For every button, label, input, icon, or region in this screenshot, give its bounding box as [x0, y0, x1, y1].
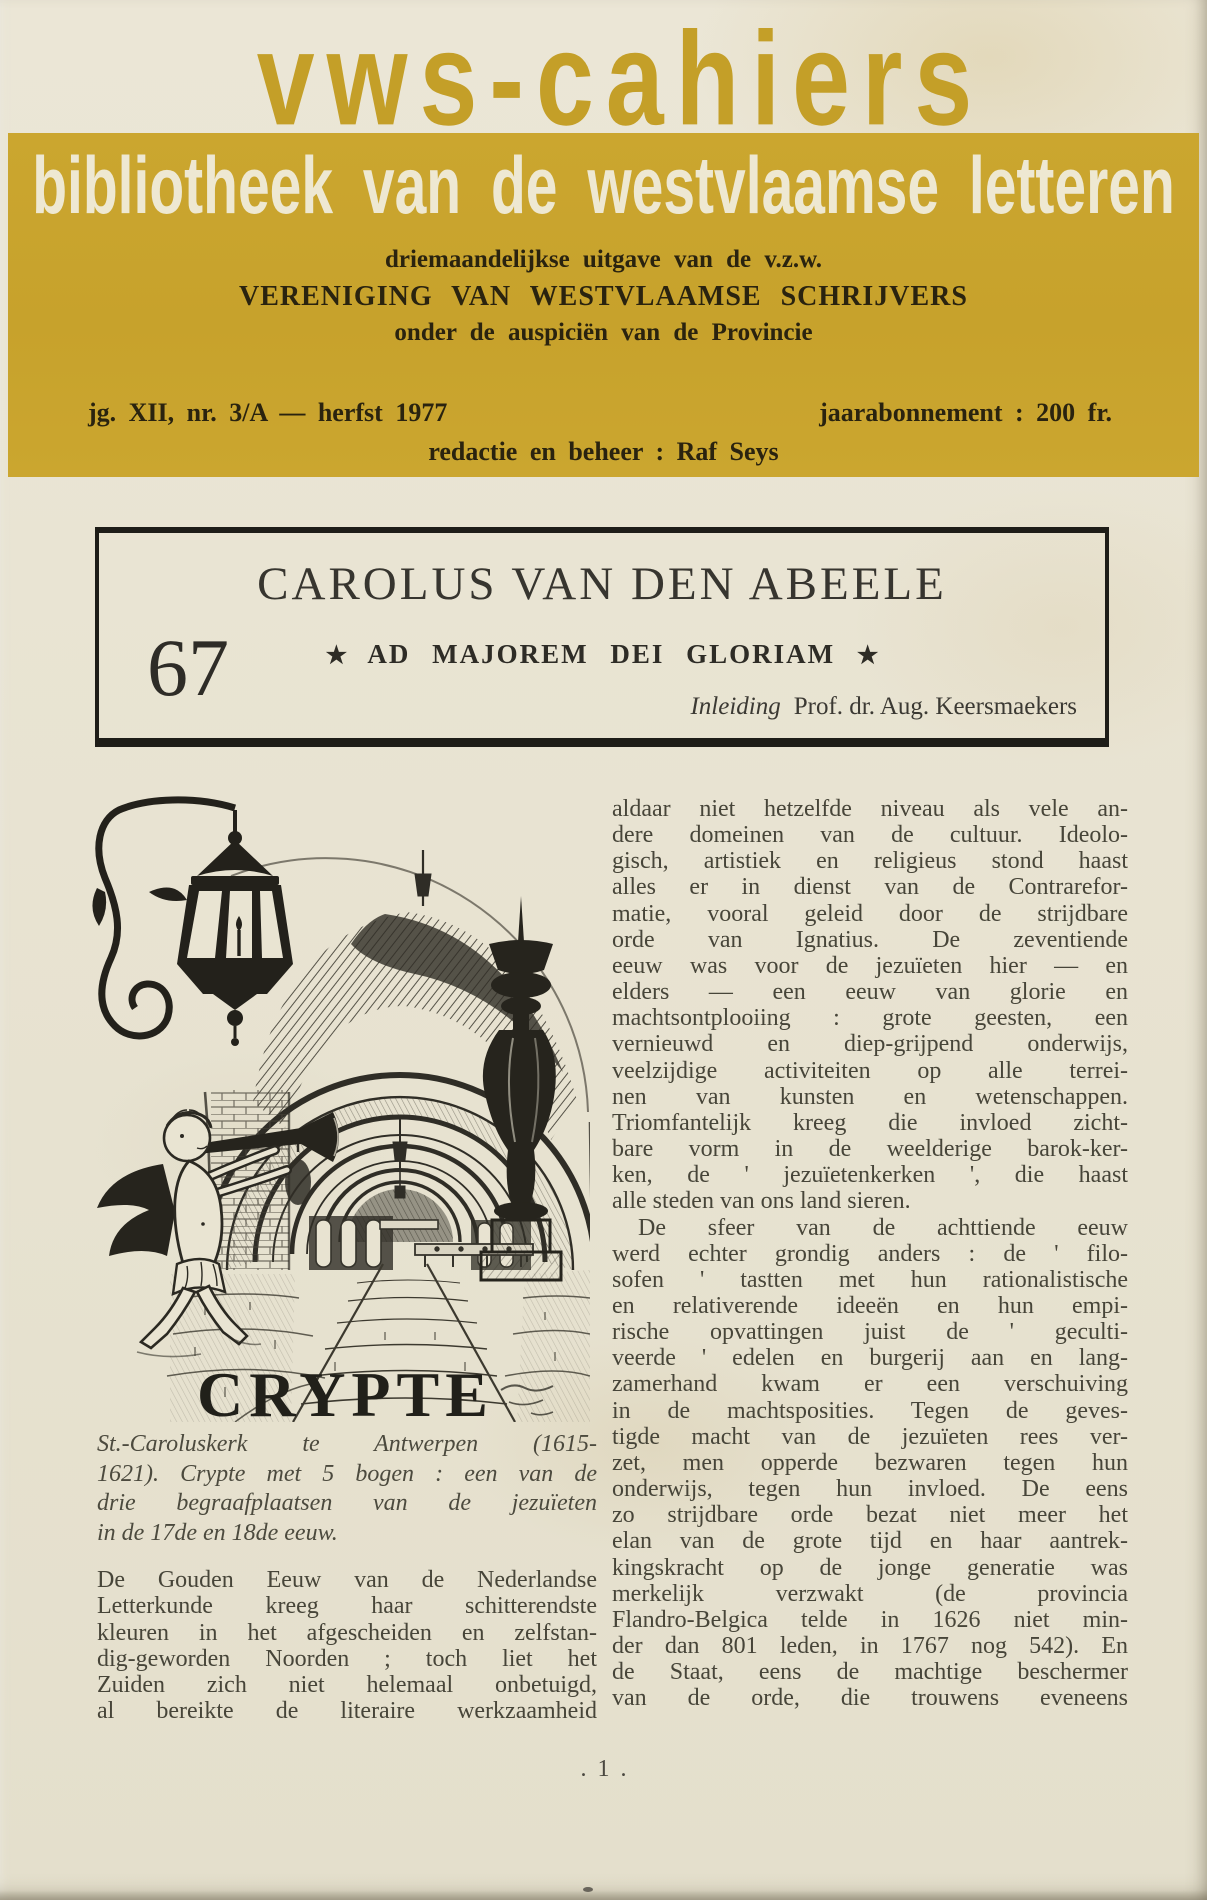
text-line: alles er in dienst van de Contrarefor-	[612, 874, 1128, 901]
crypt-illustration	[85, 792, 590, 1422]
text-line: sofen ' tastten met hun rationalistische	[612, 1266, 1128, 1293]
text-line: zamerhand kwam er een verschuiving	[612, 1371, 1128, 1398]
text-line: al bereikte de literaire werkzaamheid	[97, 1698, 597, 1725]
magazine-subtitle: bibliotheek van de westvlaamse letteren	[32, 140, 1175, 232]
issue-info: jg. XII, nr. 3/A — herfst 1977	[88, 398, 448, 427]
article-title: CAROLUS VAN DEN ABEELE	[257, 558, 947, 610]
text-line: Flandro-Belgica telde in 1626 niet min-	[612, 1606, 1128, 1633]
text-line: dere domeinen van de cultuur. Ideolo-	[612, 822, 1128, 849]
paragraph	[612, 1215, 1128, 1712]
publisher-line-2: VERENIGING VAN WESTVLAAMSE SCHRIJVERS	[239, 281, 968, 312]
text-line: ken, de ' jezuïetenkerken ', die haast	[612, 1162, 1128, 1189]
right-column-text	[612, 796, 1128, 1711]
text-line: kingskracht op de jonge generatie was	[612, 1554, 1128, 1581]
intro-author: Prof. dr. Aug. Keersmaekers	[793, 693, 1077, 720]
paragraph	[97, 1430, 597, 1548]
paragraph	[612, 796, 1128, 1215]
publisher-line-1: driemaandelijkse uitgave van de v.z.w.	[384, 246, 823, 273]
text-line: matie, vooral geleid door de strijdbare	[612, 900, 1128, 927]
text-line: onderwijs, tegen hun invloed. De eens	[612, 1476, 1128, 1503]
text-line: tigde macht van de jezuïeten rees ver-	[612, 1423, 1128, 1450]
illustration-caption	[97, 1430, 597, 1548]
article-motto	[99, 639, 1105, 670]
article-title-box	[95, 527, 1109, 747]
text-line: en relativerende ideeën en hun empi-	[612, 1292, 1128, 1319]
crypte-label: CRYPTE	[197, 1359, 494, 1422]
introduction-credit	[690, 693, 1077, 721]
text-line: De sfeer van de achttiende eeuw	[638, 1214, 1128, 1241]
text-line: in de 17de en 18de eeuw.	[97, 1519, 338, 1546]
text-line: eeuw was voor de jezuïeten hier — en	[612, 952, 1128, 979]
text-line: bare vorm in de weelderige barok-ker-	[612, 1136, 1128, 1163]
baluster-candlestick-icon	[481, 896, 561, 1280]
text-line: dig-geworden Noorden ; toch liet het	[97, 1645, 597, 1672]
text-line: merkelijk verzwakt (de provincia	[612, 1580, 1128, 1607]
text-line: elan van de grote tijd en haar aantrek-	[612, 1528, 1128, 1555]
text-line: St.-Caroluskerk te Antwerpen (1615-	[97, 1431, 597, 1457]
text-line: der dan 801 leden, in 1767 nog 542). En	[612, 1633, 1128, 1659]
text-line: vernieuwd en diep-grijpend onderwijs,	[612, 1031, 1128, 1058]
text-line: Letterkunde kreeg haar schitterendste	[97, 1593, 597, 1620]
text-line: orde van Ignatius. De zeventiende	[612, 926, 1128, 953]
text-line: Triomfantelijk kreeg die invloed zicht-	[612, 1109, 1128, 1136]
text-line: veerde ' edelen en burgerij aan en lang-	[612, 1345, 1128, 1372]
text-line: 1621). Crypte met 5 bogen : een van de	[97, 1460, 597, 1487]
lantern-icon	[92, 800, 293, 1046]
text-line: gisch, artistiek en religieus stond haast	[612, 848, 1128, 875]
star-icon: ★	[856, 643, 879, 669]
text-line: elders — een eeuw van glorie en	[612, 979, 1128, 1006]
paragraph	[97, 1567, 597, 1725]
text-line: de Staat, eens de machtige beschermer	[612, 1659, 1128, 1686]
magazine-title: vws-cahiers	[256, 5, 985, 154]
text-line: van de orde, die trouwens eveneens	[612, 1685, 1128, 1712]
text-line: aldaar niet hetzelfde niveau als vele an-	[612, 796, 1128, 822]
left-column-text	[97, 1567, 597, 1725]
text-line: in de machtsposities. Tegen de geves-	[612, 1397, 1128, 1424]
text-line: Zuiden zich niet helemaal onbetuigd,	[97, 1672, 597, 1699]
star-icon: ★	[325, 643, 348, 669]
publisher-line-3: onder de auspiciën van de Provincie	[394, 319, 813, 346]
text-line: machtsontplooiing : grote geesten, een	[612, 1005, 1128, 1032]
text-line: De Gouden Eeuw van de Nederlandse	[97, 1567, 597, 1593]
issue-number: 67	[147, 622, 229, 713]
text-line: zo strijdbare orde bezat niet meer het	[612, 1502, 1128, 1529]
text-line: rische opvattingen juist de ' geculti-	[612, 1319, 1128, 1346]
subscription-price: jaarabonnement : 200 fr.	[819, 398, 1112, 427]
text-line: werd echter grondig anders : de ' filo-	[612, 1240, 1128, 1267]
text-line: zet, men opperde bezwaren tegen hun	[612, 1449, 1128, 1476]
page-number: . 1 .	[580, 1756, 627, 1782]
editor-line: redactie en beheer : Raf Seys	[428, 437, 779, 466]
text-line: drie begraafplaatsen van de jezuïeten	[97, 1490, 597, 1516]
text-line: veelzijdige activiteiten op alle terrei-	[612, 1057, 1128, 1084]
text-line: alle steden van ons land sieren.	[612, 1188, 911, 1215]
text-line: kleuren in het afgescheiden en zelfstan-	[97, 1619, 597, 1646]
motto-text: AD MAJOREM DEI GLORIAM	[367, 639, 836, 669]
text-line: nen van kunsten en wetenschappen.	[612, 1083, 1128, 1110]
intro-label: Inleiding	[690, 693, 781, 720]
scan-edge	[0, 1890, 1207, 1900]
